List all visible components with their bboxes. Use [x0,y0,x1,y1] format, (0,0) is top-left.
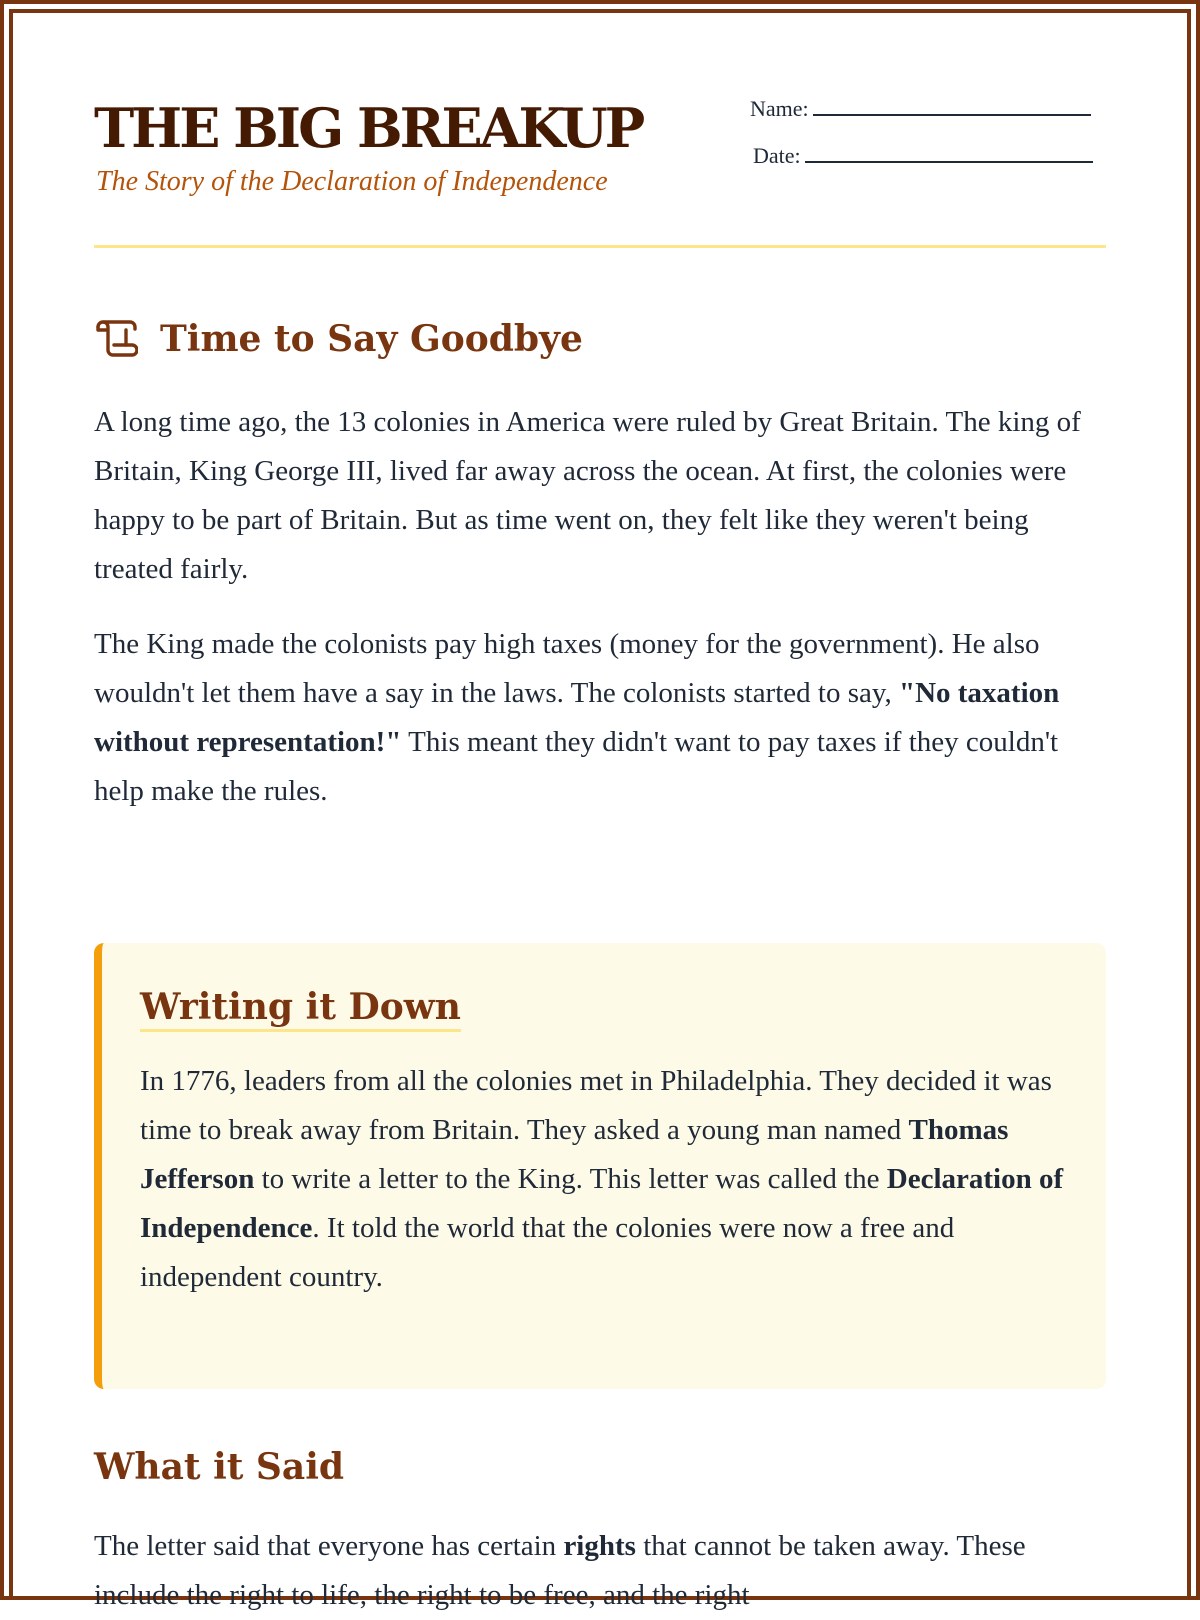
callout-box [94,943,1106,1389]
section-heading-text: Time to Say Goodbye [160,318,583,360]
date-blank-line[interactable] [805,147,1093,163]
slogan-quote: "No taxation without representation!" [94,677,1060,758]
bold-term: Thomas Jefferson [140,1114,1009,1195]
name-blank-line[interactable] [813,100,1091,116]
paragraph-text: The King made the colonists pay high taxes (money for the government). He also wouldn't let them have a say in the laws. The colonists started to say, [94,628,1040,709]
paragraph-text: . It told the world that the colonies were now a free and independent country. [140,1212,955,1293]
date-label: Date: [753,143,801,168]
name-label: Name: [750,96,809,121]
page-title: THE BIG BREAKUP [94,96,643,160]
scroll-icon [94,318,138,360]
paragraph-intro: A long time ago, the 13 colonies in America were ruled by Great Britain. The king of Britain, King George III, lived far away across the ocean. At first, the colonies were happy to be part of Britain. But as time went on, they felt like they weren't being treated fairly. [94,406,1081,585]
paragraph-text: The letter said that everyone has certain [94,1530,557,1562]
callout-paragraph [140,1057,1080,1302]
paragraph-text: that cannot be taken away. These include the right to life, the right to be free, and the right [94,1530,1026,1611]
paragraph-taxes [94,620,1106,816]
bold-term: Declaration of Independence [140,1163,1064,1244]
name-field[interactable] [750,96,1091,122]
header-divider [94,245,1106,248]
section-heading-what-it-said: What it Said [94,1446,345,1488]
date-field[interactable] [753,143,1093,169]
callout-heading: Writing it Down [140,985,461,1032]
paragraph-rights [94,1522,1106,1620]
section-heading-goodbye [94,318,583,360]
page-subtitle: The Story of the Declaration of Independence [96,166,608,197]
paragraph-text: In 1776, leaders from all the colonies met in Philadelphia. They decided it was time to break away from Britain. They asked a young man named [140,1065,1052,1146]
paragraph-text: This meant they didn't want to pay taxes if they couldn't help make the rules. [94,726,1059,807]
worksheet-header [94,0,1106,240]
bold-term: rights [563,1530,636,1562]
worksheet [94,0,1106,1611]
paragraph-text: to write a letter to the King. This letter was called the [261,1163,880,1195]
